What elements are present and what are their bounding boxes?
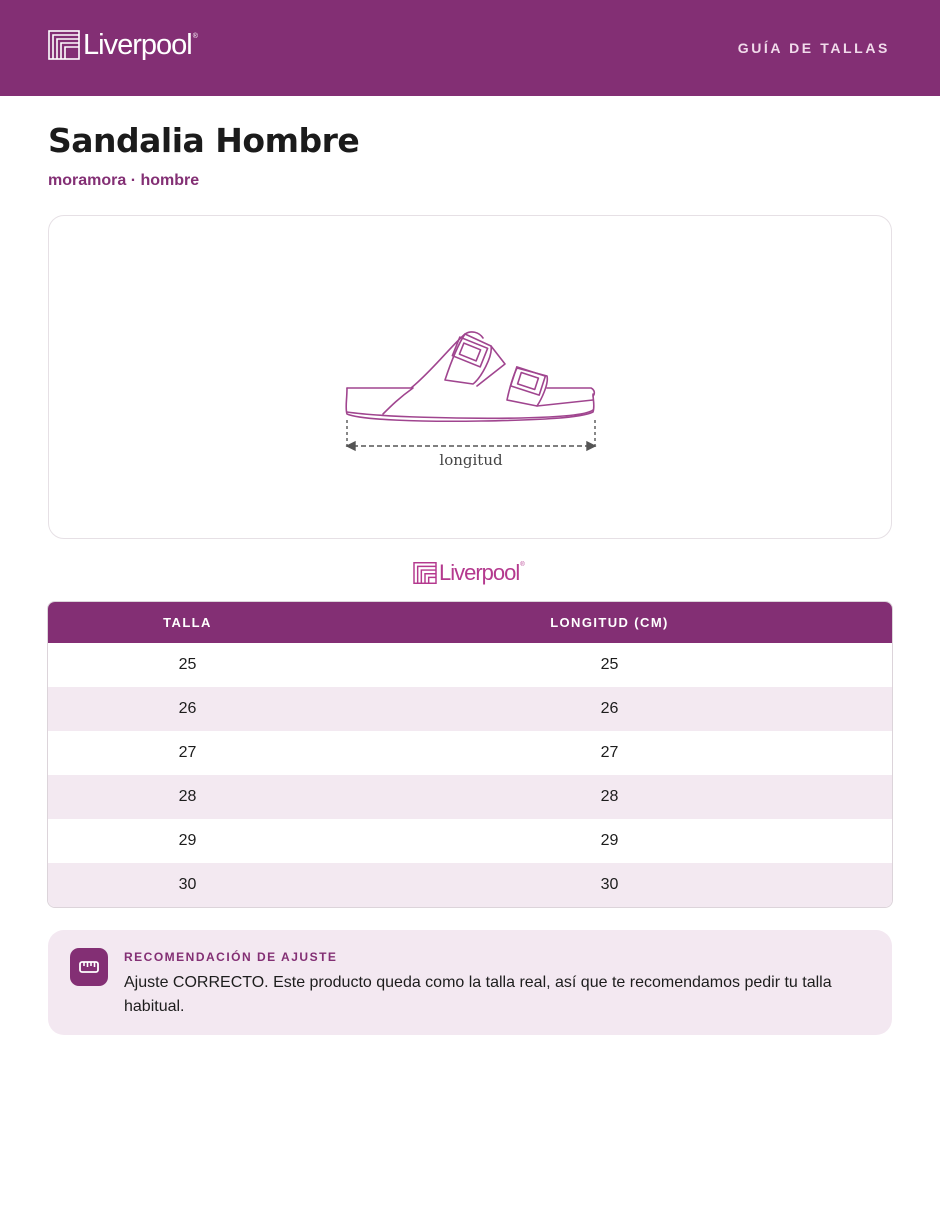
column-header-talla: TALLA <box>48 602 327 643</box>
table-row <box>48 687 892 731</box>
table-header-row <box>48 602 892 643</box>
table-row <box>48 643 892 687</box>
cell-talla: 28 <box>48 775 327 819</box>
product-subtitle: moramora · hombre <box>48 172 200 189</box>
brand-mark-text: Liverpool <box>439 560 520 585</box>
size-chart-table <box>47 601 893 908</box>
liverpool-brand-mark <box>413 562 525 584</box>
cell-talla: 29 <box>178 832 197 849</box>
fit-recommendation-text: Ajuste CORRECTO. Este producto queda como la talla real, así que te recomendamos pedir tu talla habitual. <box>124 974 832 1015</box>
cell-longitud: 29 <box>600 832 619 849</box>
liverpool-brand-icon <box>413 562 437 584</box>
logo-trademark: ® <box>192 33 198 40</box>
size-guide-nav-link[interactable]: GUÍA DE TALLAS <box>737 40 890 56</box>
table-row <box>48 731 892 775</box>
product-title: Sandalia Hombre <box>48 121 360 160</box>
page-header <box>0 0 940 96</box>
table-row <box>48 819 892 863</box>
fit-recommendation-box <box>48 930 892 1035</box>
liverpool-logo-icon <box>48 30 80 60</box>
liverpool-logo[interactable] <box>48 30 198 60</box>
cell-longitud: 28 <box>327 775 892 819</box>
cell-longitud: 30 <box>327 863 892 907</box>
cell-longitud: 26 <box>327 687 892 731</box>
cell-longitud: 25 <box>600 656 619 673</box>
product-illustration-card <box>48 215 892 539</box>
cell-talla: 27 <box>178 744 197 761</box>
column-header-longitud: LONGITUD (CM) <box>327 602 892 643</box>
brand-mark-trademark: ® <box>520 562 525 568</box>
cell-longitud: 27 <box>600 744 619 761</box>
table-row <box>48 863 892 907</box>
table-row <box>48 775 892 819</box>
length-measure-label: longitud <box>439 451 503 469</box>
cell-talla: 26 <box>48 687 327 731</box>
fit-recommendation-title: RECOMENDACIÓN DE AJUSTE <box>124 950 338 964</box>
cell-talla: 25 <box>178 656 197 673</box>
logo-text: Liverpool <box>83 28 192 61</box>
cell-talla: 30 <box>48 863 327 907</box>
ruler-icon <box>70 948 108 986</box>
